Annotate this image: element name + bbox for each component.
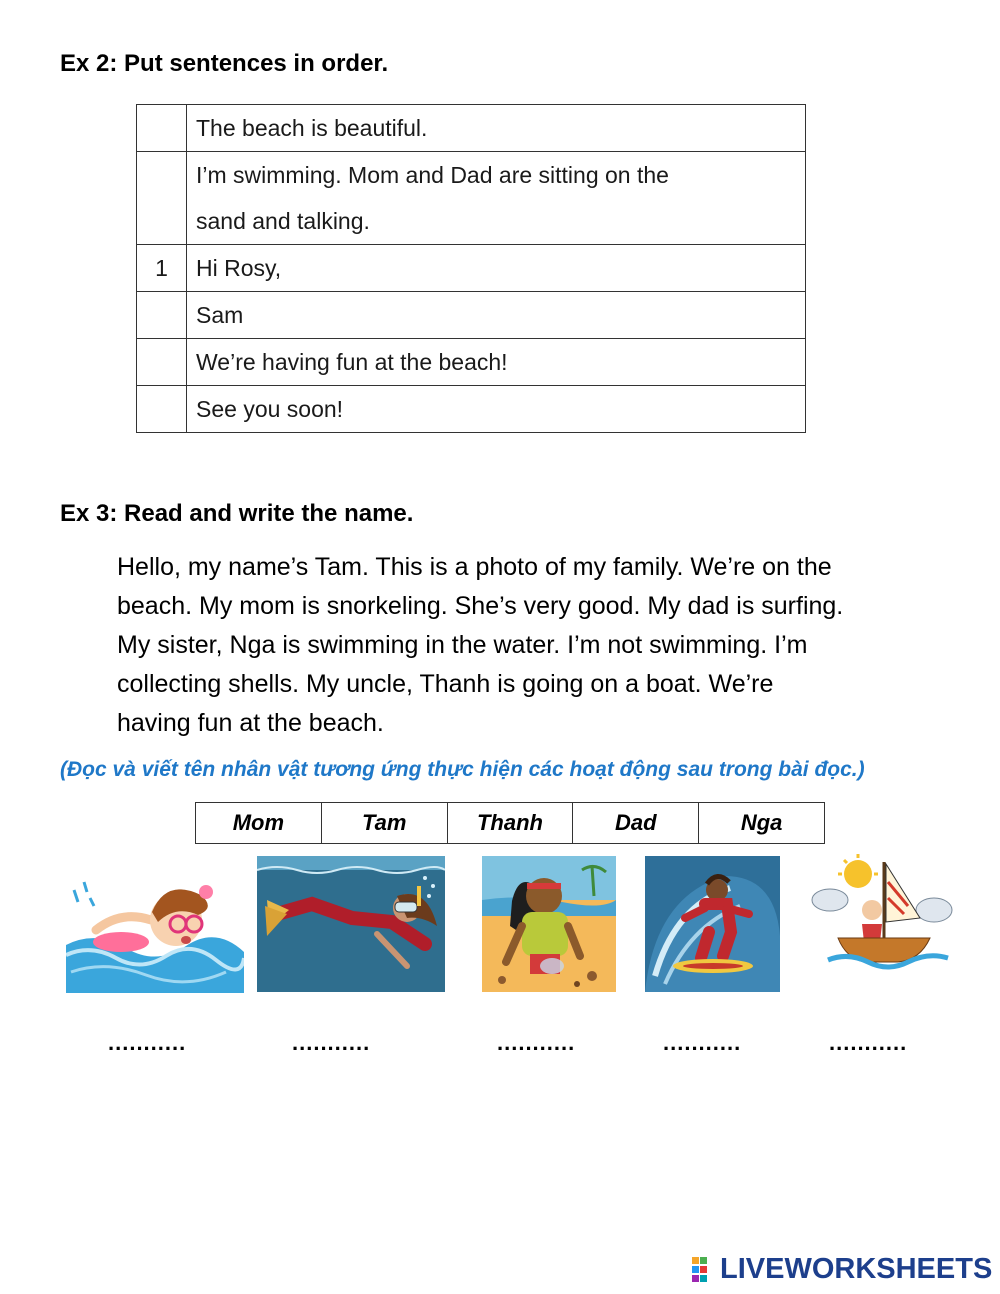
sentence-cell: The beach is beautiful.: [187, 105, 806, 152]
order-number-input[interactable]: [137, 386, 187, 433]
order-number-input[interactable]: [137, 339, 187, 386]
sentence-cell: See you soon!: [187, 386, 806, 433]
sentence-cell: Sam: [187, 292, 806, 339]
name-option: Tam: [321, 803, 447, 844]
boat-man-image: [808, 852, 956, 972]
reading-passage: [117, 548, 917, 743]
passage-line: having fun at the beach.: [117, 709, 384, 737]
sentence-cell: [187, 152, 806, 245]
passage-line: Hello, my name’s Tam. This is a photo of my family. We’re on the: [117, 553, 832, 581]
name-options-table: [195, 802, 825, 844]
table-row: [137, 245, 806, 292]
sentence-cell: Hi Rosy,: [187, 245, 806, 292]
ex2-heading: Ex 2: Put sentences in order.: [60, 50, 389, 77]
passage-line: My sister, Nga is swimming in the water. I’m not swimming. I’m: [117, 631, 808, 659]
order-number-input[interactable]: [137, 152, 187, 245]
passage-line: collecting shells. My uncle, Thanh is going on a boat. We’re: [117, 670, 774, 698]
name-option: Mom: [196, 803, 322, 844]
answer-blank[interactable]: ...........: [829, 1030, 908, 1055]
name-option: Thanh: [447, 803, 573, 844]
sentence-line: I’m swimming. Mom and Dad are sitting on the: [196, 162, 669, 188]
sentence-order-table: [136, 104, 806, 433]
passage-line: beach. My mom is snorkeling. She’s very good. My dad is surfing.: [117, 592, 844, 620]
table-row: [137, 386, 806, 433]
surfing-man-image: [645, 856, 780, 992]
answer-blank[interactable]: ...........: [292, 1030, 371, 1055]
collecting-shells-image: [482, 856, 616, 992]
liveworksheets-logo-icon: [692, 1257, 716, 1283]
brand-name: LIVEWORKSHEETS: [720, 1253, 993, 1285]
ex3-heading: Ex 3: Read and write the name.: [60, 500, 414, 527]
vietnamese-instruction: (Đọc và viết tên nhân vật tương ứng thực hiện các hoạt động sau trong bài đọc.): [60, 758, 865, 781]
order-number-input[interactable]: [137, 105, 187, 152]
order-number-input[interactable]: [137, 292, 187, 339]
table-row: [137, 339, 806, 386]
sentence-cell: We’re having fun at the beach!: [187, 339, 806, 386]
name-option: Nga: [699, 803, 825, 844]
table-row: [137, 152, 806, 245]
table-row: [137, 292, 806, 339]
swimming-girl-image: [66, 860, 244, 993]
answer-blank[interactable]: ...........: [663, 1030, 742, 1055]
liveworksheets-logo: [692, 1253, 992, 1286]
answer-blank[interactable]: ...........: [108, 1030, 187, 1055]
table-row: [137, 105, 806, 152]
sentence-line: sand and talking.: [196, 208, 370, 234]
order-number-input[interactable]: 1: [137, 245, 187, 292]
table-row: [196, 803, 825, 844]
snorkeling-woman-image: [257, 856, 445, 992]
answer-blank[interactable]: ...........: [497, 1030, 576, 1055]
name-option: Dad: [573, 803, 699, 844]
